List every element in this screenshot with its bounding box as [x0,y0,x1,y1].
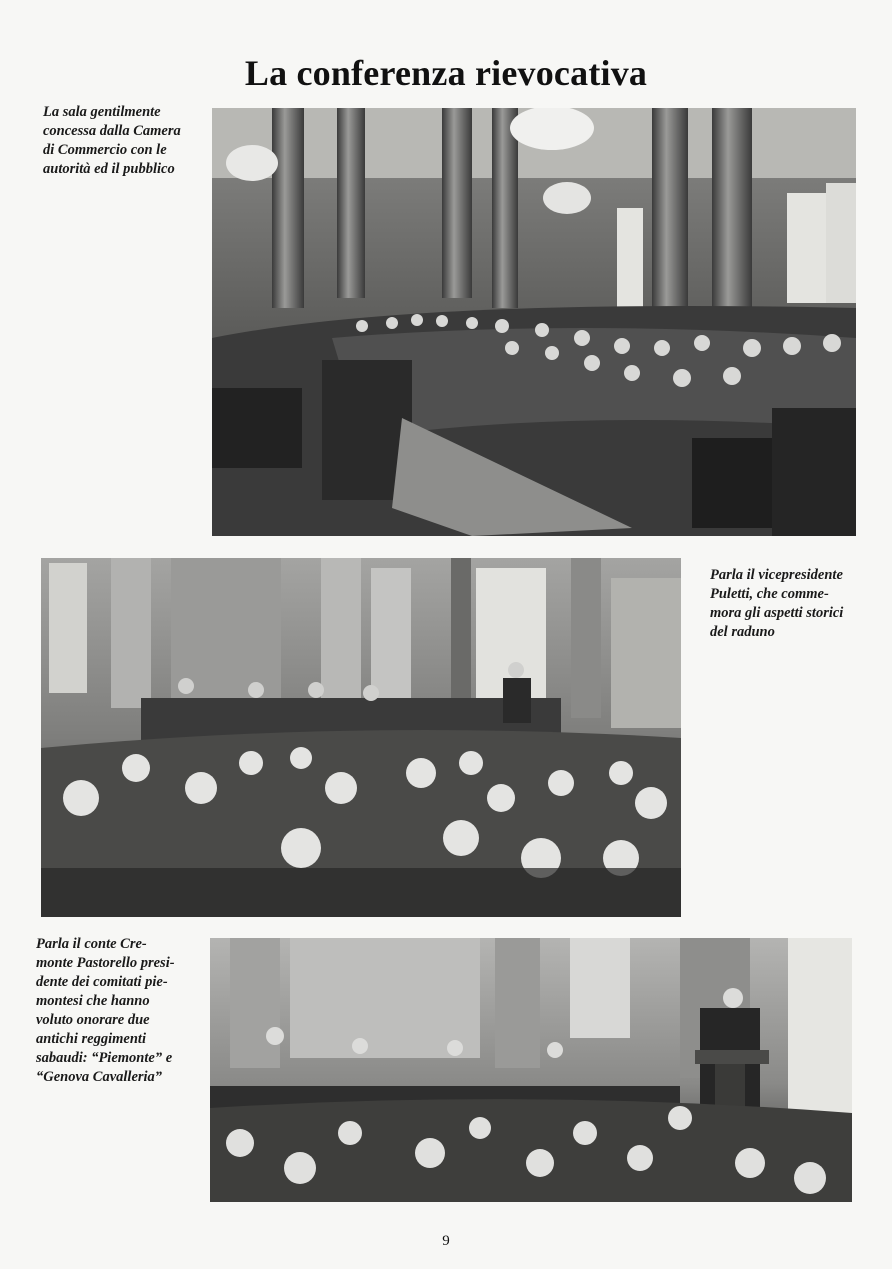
caption-line: sabaudi: “Piemonte” e [36,1050,173,1066]
caption-line: di Commercio con le [43,142,167,158]
caption-line: dente dei comitati pie- [36,974,168,990]
caption-line: Parla il vicepresidente [710,567,843,583]
page-number: 9 [442,1233,450,1249]
caption-line: “Genova Cavalleria” [36,1069,163,1085]
photo-conference-hall [212,108,856,536]
caption-line: monte Pastorello presi- [36,955,175,971]
caption-line: montesi che hanno [36,993,150,1009]
caption-count-photo [36,935,188,1087]
caption-line: autorità ed il pubblico [43,161,175,177]
caption-line: Puletti, che comme- [710,586,829,602]
caption-line: concessa dalla Camera [43,123,181,139]
caption-line: mora gli aspetti storici [710,605,844,621]
caption-line: Parla il conte Cre- [36,936,147,952]
caption-vicepresident-photo [710,566,858,642]
caption-hall-photo [43,103,193,179]
caption-line: del raduno [710,624,775,640]
caption-line: La sala gentilmente [43,104,161,120]
page-title: La conferenza rievocativa [244,53,648,93]
photo-count-speech [210,938,852,1202]
caption-line: antichi reggimenti [36,1031,146,1047]
caption-line: voluto onorare due [36,1012,150,1028]
photo-vicepresident-speech [41,558,681,917]
